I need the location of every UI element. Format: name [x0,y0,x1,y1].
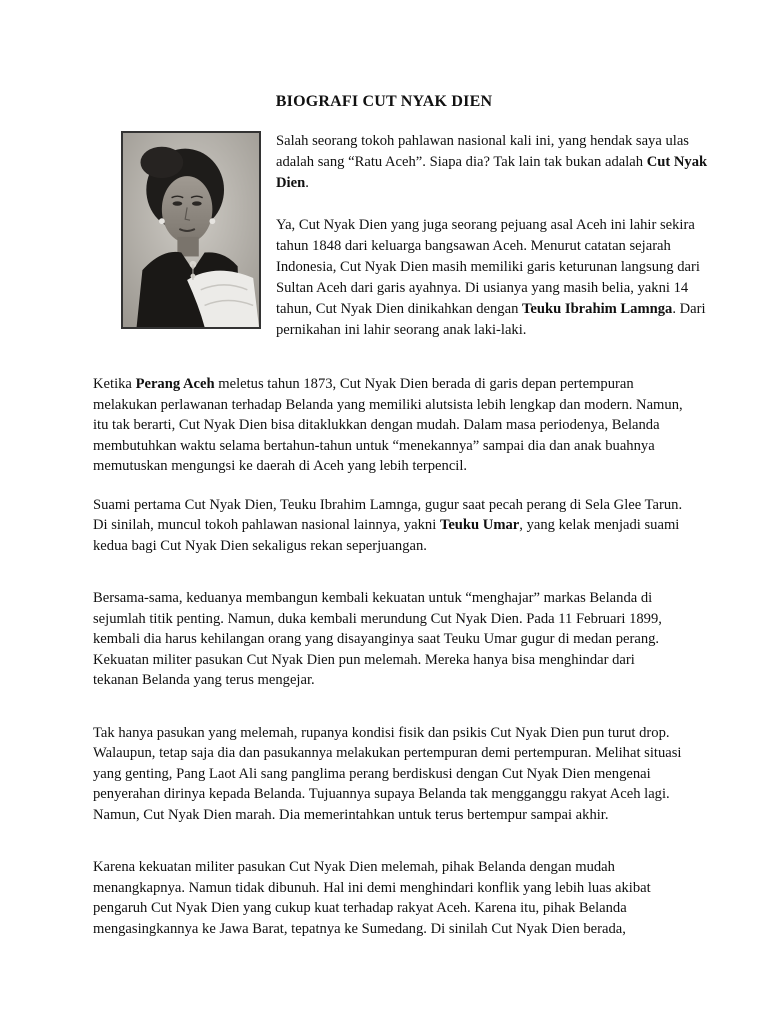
paragraph-karena-kekuatan: Karena kekuatan militer pasukan Cut Nyak Dien melemah, pihak Belanda dengan mudah menangkapnya. Namun tidak dibunuh. Hal ini demi menghindari konflik yang lebih luas akibat pengaruh Cut Nyak Dien yang cukup kuat terhadap rakyat Aceh. Karena itu, pihak Belanda mengasingkannya ke Jawa Barat, tepatnya ke Sumedang. Di sinilah Cut Nyak Dien berada, [93,859,651,937]
paragraph-bersama-sama: Bersama-sama, keduanya membangun kembali kekuatan untuk “menghajar” markas Belanda di sejumlah titik penting. Namun, duka kembali merundung Cut Nyak Dien. Pada 11 Februari 1899, kembali dia harus kehilangan orang yang disayanginya saat Teuku Umar gugur di medan perang. Kekuatan militer pasukan Cut Nyak Dien pun melemah. Mereka hanya bisa menghindar dari tekanan Belanda yang terus mengejar. [93,590,662,688]
intro-paragraph-2: Ya, Cut Nyak Dien yang juga seorang pejuang asal Aceh ini lahir sekira tahun 1848 dari keluarga bangsawan Aceh. Menurut catatan sejarah Indonesia, Cut Nyak Dien masih memiliki garis keturunan langsung dari Sultan Aceh dari garis ayahnya. Di usianya yang masih belia, yakni 14 tahun, Cut Nyak Dien dinikahkan dengan Teuku Ibrahim Lamnga. Dari pernikahan ini lahir seorang anak laki-laki. [276,217,706,338]
document-title: BIOGRAFI CUT NYAK DIEN [275,93,493,110]
highlight-teuku-umar: Teuku Umar [439,517,520,533]
highlight-cut-nyak-dien: Cut Nyak Dien [276,154,708,191]
intro-paragraph-1: Salah seorang tokoh pahlawan nasional kali ini, yang hendak saya ulas adalah sang “Ratu Aceh”. Siapa dia? Tak lain tak bukan adalah Cut Nyak Dien. [276,133,708,191]
paragraph-perang-aceh: Ketika Perang Aceh meletus tahun 1873, Cut Nyak Dien berada di garis depan pertempuran melakukan perlawanan terhadap Belanda yang memiliki alutsista lebih lengkap dan modern. Namun, itu tak berarti, Cut Nyak Dien bisa ditaklukkan dengan mudah. Dalam masa periodenya, Belanda membutuhkan waktu selama bertahun-tahun untuk “menekannya” sampai dia dan anak buahnya memutuskan mengungsi ke daerah di Aceh yang lebih terpencil. [93,376,683,474]
highlight-teuku-ibrahim-lamnga: Teuku Ibrahim Lamnga [522,301,673,317]
intro-text [276,131,716,362]
portrait-photo [121,131,261,329]
body-text [93,374,683,957]
paragraph-tak-hanya: Tak hanya pasukan yang melemah, rupanya kondisi fisik dan psikis Cut Nyak Dien pun turut drop. Walaupun, tetap saja dia dan pasukannya melakukan pertempuran demi pertempuran. Melihat situasi yang genting, Pang Laot Ali sang panglima perang berdiskusi dengan Cut Nyak Dien mengenai penyerahan dirinya kepada Belanda. Tujuannya supaya Belanda tak mengganggu rakyat Aceh lagi. Namun, Cut Nyak Dien marah. Dia memerintahkan untuk terus bertempur sampai akhir. [93,724,682,823]
portrait-illustration [123,133,259,327]
highlight-perang-aceh: Perang Aceh [135,376,215,392]
paragraph-suami-pertama: Suami pertama Cut Nyak Dien, Teuku Ibrahim Lamnga, gugur saat pecah perang di Sela Glee Tarun. Di sinilah, muncul tokoh pahlawan nasional lainnya, yakni Teuku Umar, yang kelak menjadi suami kedua bagi Cut Nyak Dien sekaligus rekan seperjuangan. [93,496,683,554]
